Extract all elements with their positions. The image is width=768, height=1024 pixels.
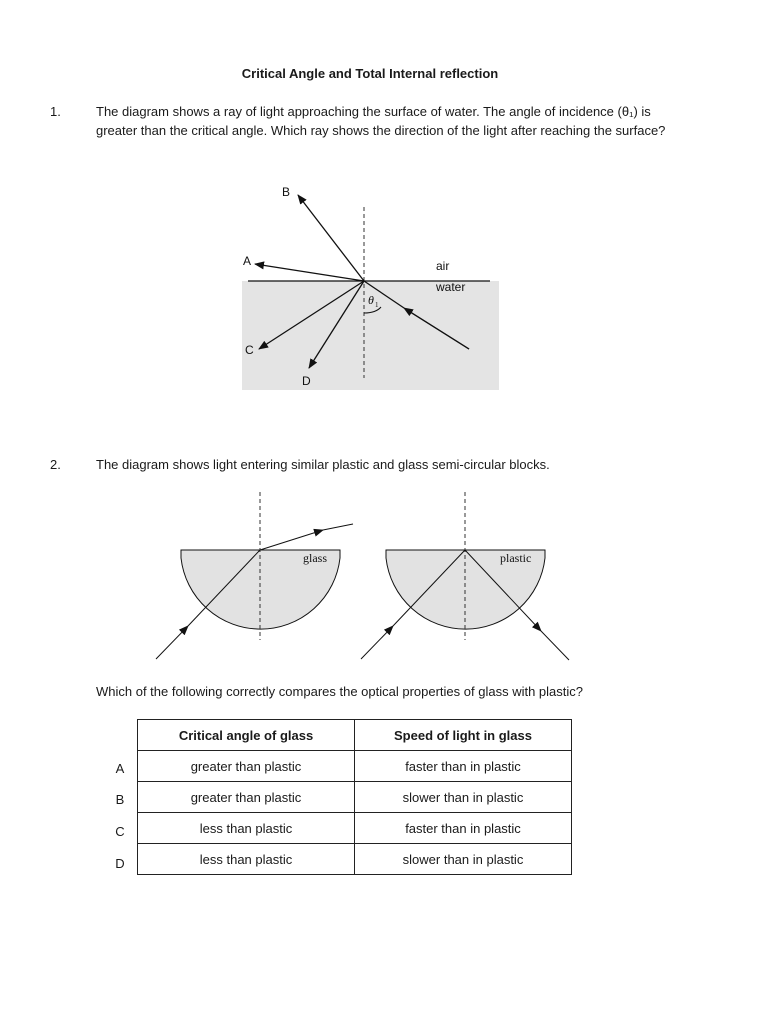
table-row [138, 751, 572, 782]
row-letter-d: D [115, 856, 125, 871]
label-water: water [436, 280, 466, 294]
question-2-text: The diagram shows light entering similar plastic and glass semi-circular blocks. [96, 457, 550, 472]
question-2-prompt: Which of the following correctly compares the optical properties of glass with plastic? [96, 684, 583, 699]
cell-critical: less than plastic [138, 813, 355, 844]
label-c: C [245, 343, 254, 357]
label-d: D [302, 374, 311, 388]
cell-speed: faster than in plastic [355, 813, 572, 844]
cell-critical: less than plastic [138, 844, 355, 875]
label-air: air [436, 259, 450, 273]
cell-critical: greater than plastic [138, 751, 355, 782]
table-header-row [138, 720, 572, 751]
label-a: A [243, 254, 252, 268]
row-letter-a: A [115, 761, 125, 776]
water-diagram [242, 185, 499, 390]
row-letter-b: B [115, 792, 125, 807]
table-row [138, 844, 572, 875]
question-1-text: The diagram shows a ray of light approaching the surface of water. The angle of incidence (θ₁) is greater than the critical angle. Which ray shows the direction of the light after reaching the surface? [96, 104, 666, 138]
ray-a [255, 264, 364, 281]
table-row [138, 813, 572, 844]
question-1-number: 1. [50, 104, 61, 119]
header-speed-of-light: Speed of light in glass [355, 720, 572, 751]
glass-block-diagram [156, 492, 353, 659]
ray-b [298, 195, 364, 281]
cell-speed: slower than in plastic [355, 782, 572, 813]
row-letter-c: C [115, 824, 125, 839]
cell-speed: slower than in plastic [355, 844, 572, 875]
plastic-block-diagram [361, 492, 569, 660]
header-critical-angle: Critical angle of glass [138, 720, 355, 751]
table-row [138, 782, 572, 813]
plastic-label: plastic [500, 551, 532, 565]
cell-critical: greater than plastic [138, 782, 355, 813]
page-title: Critical Angle and Total Internal reflection [241, 66, 499, 81]
cell-speed: faster than in plastic [355, 751, 572, 782]
glass-label: glass [303, 551, 327, 565]
comparison-table [137, 719, 572, 875]
label-theta: θ [368, 293, 374, 307]
label-theta-sub: 1 [375, 301, 379, 309]
label-b: B [282, 185, 291, 199]
question-2-number: 2. [50, 457, 61, 472]
